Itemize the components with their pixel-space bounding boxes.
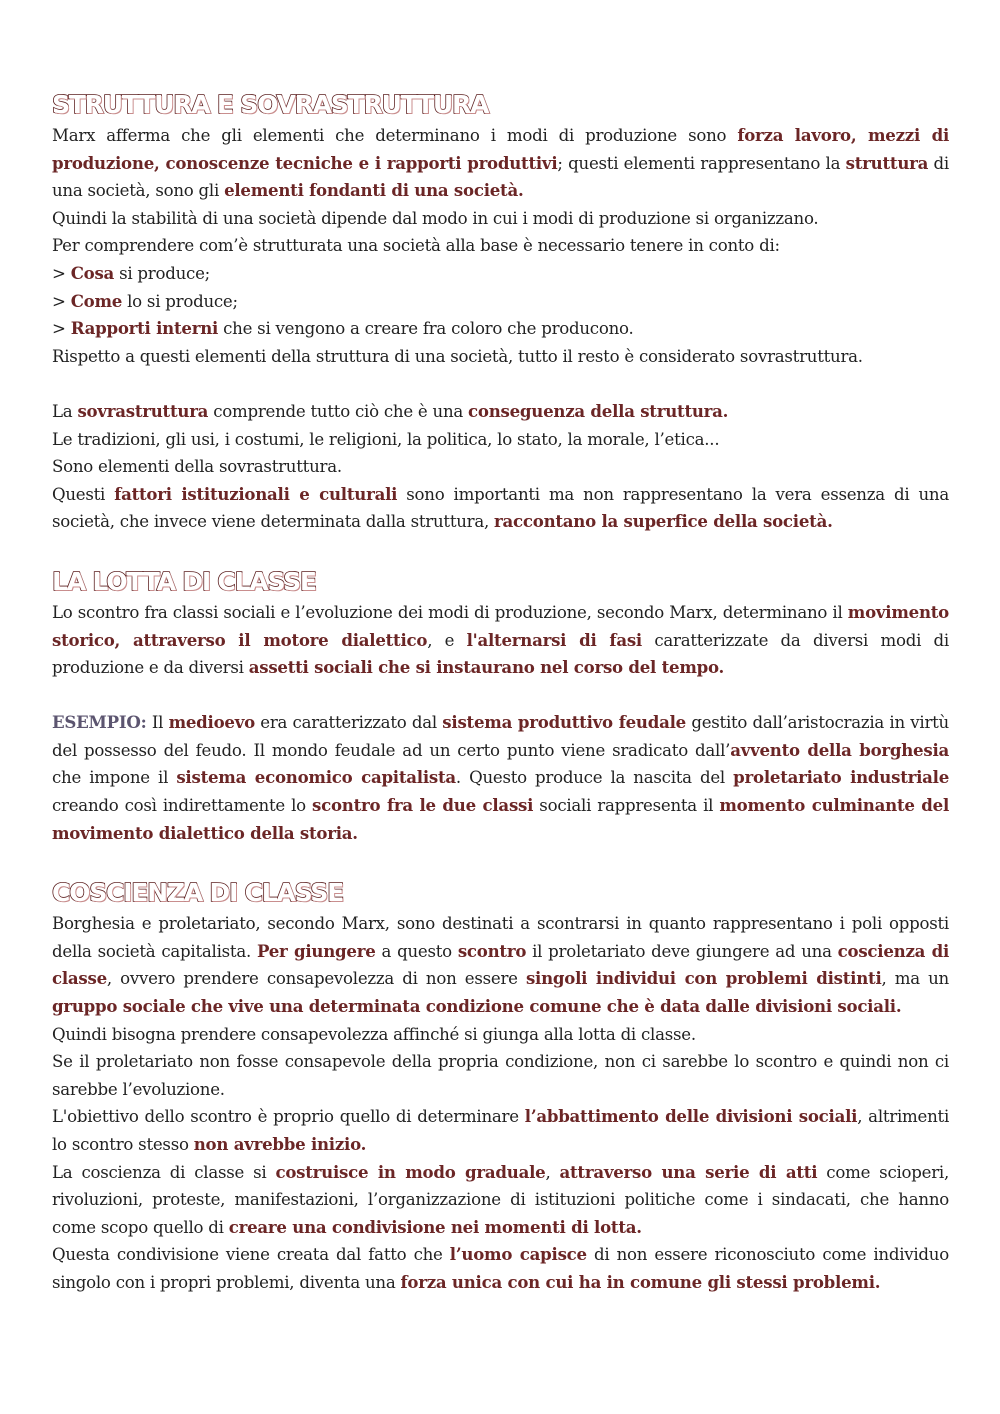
text: Il <box>146 713 169 733</box>
text: sociali rappresenta il <box>533 796 720 816</box>
text: , ovvero prendere consapevolezza di non essere <box>106 969 526 989</box>
text: ; questi elementi rappresentano la <box>557 153 846 173</box>
text: gestito dall’aristocrazia in virtù del possesso del feudo. Il mondo feudale ad un certo punto viene sradicato dall’ <box>52 713 949 760</box>
highlight: momento culminante del movimento dialettico della storia <box>52 795 949 843</box>
spacer <box>52 847 949 876</box>
text: lo si produce; <box>122 291 238 311</box>
paragraph: Rispetto a questi elementi della struttura di una società, tutto il resto è considerato sovrastruttura. <box>52 346 863 366</box>
highlight: costruisce in modo graduale <box>275 1161 546 1182</box>
highlight: Cosa <box>70 262 115 283</box>
text: di una società, sono gli <box>52 153 949 201</box>
highlight: sistema economico capitalista <box>176 767 456 788</box>
text: , altrimenti lo scontro stesso <box>52 1107 949 1154</box>
text: creando così indirettamente lo <box>52 796 313 816</box>
highlight: movimento storico, attraverso il motore dialettico <box>52 601 949 650</box>
text: La <box>52 401 78 421</box>
paragraph <box>52 398 949 426</box>
example-paragraph <box>52 709 949 847</box>
text: Questa condivisione viene creata dal fatto che <box>52 1245 450 1265</box>
text: era caratterizzato dal <box>254 713 443 733</box>
list-marker: > <box>52 263 71 283</box>
highlight: Rapporti interni <box>70 318 219 339</box>
highlight: conoscenze tecniche e i rapporti produttivi <box>165 152 558 173</box>
highlight: mezzi di produzione <box>52 125 950 173</box>
highlight: Per giungere <box>256 940 376 961</box>
list-item <box>52 288 949 316</box>
text: L'obiettivo dello scontro è proprio quello di determinare <box>52 1107 525 1127</box>
text: come scioperi, rivoluzioni, proteste, manifestazioni, l’organizzazione di istituzioni politiche come i sindacati, che hanno come scopo quello di <box>52 1162 949 1237</box>
list-item <box>52 260 949 288</box>
highlight: fattori istituzionali e culturali <box>114 483 398 504</box>
text: si produce; <box>114 263 210 283</box>
text: La coscienza di classe si <box>52 1162 276 1182</box>
highlight: , <box>154 152 166 173</box>
spacer <box>52 682 949 710</box>
highlight: , <box>850 125 868 145</box>
paragraph <box>52 1241 949 1296</box>
text: che impone il <box>52 768 177 788</box>
highlight: raccontano la superfice della società. <box>494 511 833 532</box>
section-title-struttura: STRUTTURA E SOVRASTRUTTURA <box>52 90 489 119</box>
highlight: Come <box>70 290 123 311</box>
text: Borghesia e proletariato, secondo Marx, sono destinati a scontrarsi in quanto rappresentano i poli opposti della società capitalista. <box>52 914 949 961</box>
paragraph: Quindi la stabilità di una società dipende dal modo in cui i modi di produzione si organizzano. <box>52 208 819 228</box>
highlight: assetti sociali che si instaurano nel corso del tempo. <box>248 657 725 678</box>
highlight: creare una condivisione nei momenti di lotta. <box>228 1216 642 1237</box>
paragraph: Le tradizioni, gli usi, i costumi, le religioni, la politica, lo stato, la morale, l’etica... <box>52 429 720 449</box>
highlight: forza unica con cui ha in comune gli stessi problemi. <box>400 1271 881 1292</box>
highlight: singoli individui con problemi distinti <box>525 968 882 989</box>
text: Marx afferma che gli elementi che determinano i modi di produzione sono <box>52 126 738 145</box>
highlight: l’uomo capisce <box>449 1244 587 1265</box>
highlight: sistema produttivo feudale <box>442 712 686 733</box>
text: , <box>545 1162 560 1182</box>
highlight: medioevo <box>168 712 255 733</box>
paragraph: Per comprendere com’è strutturata una società alla base è necessario tenere in conto di: <box>52 236 780 256</box>
highlight: . <box>352 822 358 843</box>
highlight: l’abbattimento delle divisioni sociali <box>524 1106 858 1127</box>
paragraph: Sono elementi della sovrastruttura. <box>52 457 342 477</box>
list-marker: > <box>52 291 71 311</box>
document-page <box>52 88 949 1297</box>
highlight: conseguenza della struttura. <box>468 400 729 421</box>
highlight: forza lavoro <box>737 125 851 145</box>
highlight: gruppo sociale che vive una determinata condizione comune che è data dalle divisioni sociali. <box>52 996 902 1017</box>
text: , ma un <box>881 969 949 989</box>
text: caratterizzate da diversi modi di produzione e da diversi <box>52 630 949 678</box>
spacer <box>52 536 949 565</box>
text: Lo scontro fra classi sociali e l’evoluzione dei modi di produzione, secondo Marx, determinano il <box>52 602 848 622</box>
highlight: proletariato industriale <box>733 767 950 788</box>
paragraph <box>52 1103 949 1158</box>
highlight: elementi fondanti di una società. <box>224 180 524 201</box>
section-title-lotta: LA LOTTA DI CLASSE <box>52 566 316 596</box>
text: . Questo produce la nascita del <box>455 768 734 788</box>
text: comprende tutto ciò che è una <box>208 401 469 421</box>
paragraph <box>52 1159 949 1242</box>
paragraph: Quindi bisogna prendere consapevolezza affinché si giunga alla lotta di classe. <box>52 1024 696 1044</box>
highlight: struttura <box>845 152 929 173</box>
list-item <box>52 315 949 343</box>
paragraph <box>52 599 949 682</box>
highlight: coscienza di classe <box>52 940 950 989</box>
text: , e <box>427 630 467 650</box>
text: Questi <box>52 484 115 504</box>
paragraph <box>52 481 949 536</box>
list-marker: > <box>52 319 71 339</box>
highlight: scontro fra le due classi <box>312 795 534 816</box>
text: che si vengono a creare fra coloro che producono. <box>218 319 634 339</box>
highlight: l'alternarsi di fasi <box>466 629 642 650</box>
text: di non essere riconosciuto come individuo singolo con i propri problemi, diventa una <box>52 1245 949 1292</box>
highlight: scontro <box>457 940 527 961</box>
text: sono importanti ma non rappresentano la vera essenza di una società, che invece viene determinata dalla struttura, <box>52 484 949 532</box>
highlight: avvento della borghesia <box>730 739 950 760</box>
example-label: ESEMPIO: <box>52 712 147 733</box>
highlight: attraverso una serie di atti <box>559 1161 818 1182</box>
section-title-coscienza: COSCIENZA DI CLASSE <box>52 878 343 908</box>
paragraph <box>52 122 949 205</box>
text: il proletariato deve giungere ad una <box>526 941 838 961</box>
spacer <box>52 370 949 398</box>
paragraph <box>52 910 949 1020</box>
paragraph: Se il proletariato non fosse consapevole della propria condizione, non ci sarebbe lo scontro e quindi non ci sarebbe l’evoluzione. <box>52 1052 949 1099</box>
text: a questo <box>375 941 458 961</box>
highlight: non avrebbe inizio. <box>193 1134 367 1154</box>
highlight: sovrastruttura <box>77 400 209 421</box>
